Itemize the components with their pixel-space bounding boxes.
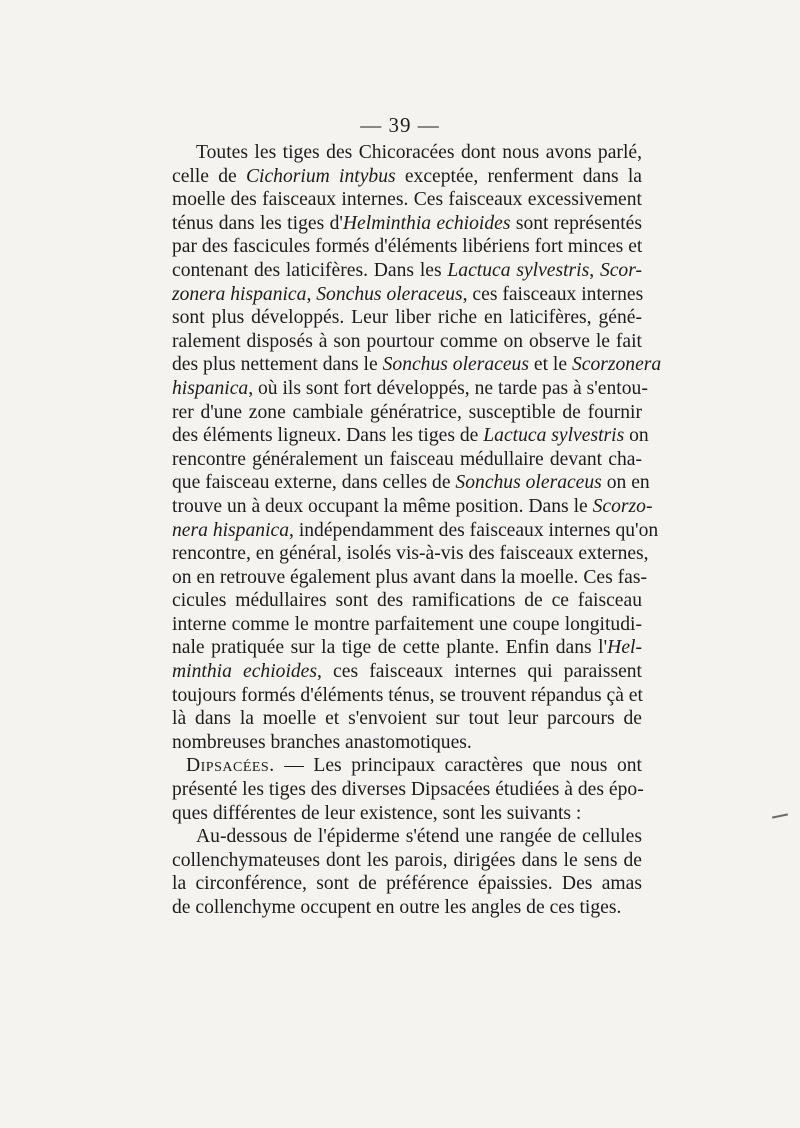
- text-line: nera hispanica, indépendamment des faisceaux internes qu'on: [172, 519, 659, 541]
- text-line: sont plus développés. Leur liber riche en laticifères, géné-: [172, 307, 642, 329]
- italic-term: Lactuca sylvestris: [483, 425, 625, 447]
- text-line: que faisceau externe, dans celles de Sonchus oleraceus on en: [172, 472, 650, 494]
- text-line: collenchymateuses dont les parois, dirigées dans le sens de: [172, 849, 642, 871]
- text-line: nale pratiquée sur la tige de cette plante. Enfin dans l'Hel-: [172, 637, 642, 659]
- text-line: la circonférence, sont de préférence épaissies. Des amas: [172, 873, 642, 895]
- italic-term: Sonchus oleraceus: [455, 472, 602, 494]
- text-line: rer d'une zone cambiale génératrice, susceptible de fournir: [172, 401, 642, 423]
- text-line: hispanica, où ils sont fort développés, ne tarde pas à s'entou-: [172, 377, 648, 399]
- text-line: Toutes les tiges des Chicoracées dont nous avons parlé,: [196, 142, 642, 163]
- text-line: celle de Cichorium intybus exceptée, renferment dans la: [172, 165, 642, 187]
- italic-term: Sonchus oleraceus: [382, 354, 529, 376]
- text-line: moelle des faisceaux internes. Ces faisceaux excessivement: [172, 189, 642, 211]
- text-line: Au-dessous de l'épiderme s'étend une rangée de cellules: [196, 826, 642, 848]
- italic-term: minthia echioides: [172, 661, 318, 683]
- italic-term: Hel-: [607, 637, 642, 659]
- text-line: minthia echioides, ces faisceaux internes qui paraissent: [172, 661, 643, 683]
- section-heading: Dipsacées.: [186, 755, 275, 777]
- italic-term: Lactuca sylvestris: [447, 259, 590, 281]
- text-line: là dans la moelle et s'envoient sur tout leur parcours de: [172, 708, 642, 730]
- text-line: trouve un à deux occupant la même position. Dans le Scorzo-: [172, 495, 653, 517]
- text-line: présenté les tiges des diverses Dipsacées étudiées à des épo-: [172, 779, 644, 801]
- text-line: Dipsacées. — Les principaux caractères que nous ont: [186, 755, 642, 777]
- italic-term: Cichorium intybus: [245, 165, 396, 187]
- italic-term: nera hispanica: [172, 519, 290, 541]
- text-line: ques différentes de leur existence, sont les suivants :: [172, 802, 582, 824]
- italic-term: Helminthia echioides: [342, 212, 511, 234]
- text-line: cicules médullaires sont des ramifications de ce faisceau: [172, 590, 642, 612]
- text-line: contenant des laticifères. Dans les Lactuca sylvestris, Scor-: [172, 259, 642, 281]
- body-text: [172, 141, 662, 920]
- text-line: de collenchyme occupent en outre les angles de ces tiges.: [172, 897, 622, 918]
- text-line: des plus nettement dans le Sonchus oleraceus et le Scorzonera: [172, 354, 662, 376]
- margin-mark: [772, 813, 788, 818]
- italic-term: Scorzo-: [592, 495, 653, 517]
- text-line: on en retrouve également plus avant dans la moelle. Ces fas-: [172, 566, 647, 588]
- italic-term: hispanica: [172, 377, 249, 399]
- italic-term: Scorzonera: [571, 354, 662, 376]
- italic-term: Scor-: [599, 259, 642, 281]
- text-line: ténus dans les tiges d'Helminthia echioides sont représentés: [172, 212, 643, 234]
- text-line: zonera hispanica, Sonchus oleraceus, ces faisceaux internes: [172, 283, 644, 305]
- text-line: rencontre généralement un faisceau médullaire devant cha-: [172, 448, 642, 470]
- text-line: toujours formés d'éléments ténus, se trouvent répandus çà et: [172, 684, 643, 706]
- page-number: — 39 —: [360, 113, 440, 137]
- text-line: ralement disposés à son pourtour comme on observe le fait: [172, 330, 642, 352]
- text-line: rencontre, en général, isolés vis-à-vis des faisceaux externes,: [172, 543, 649, 565]
- text-line: par des fascicules formés d'éléments libériens fort minces et: [172, 236, 643, 258]
- text-line: interne comme le montre parfaitement une coupe longitudi-: [172, 613, 642, 635]
- italic-term: zonera hispanica: [172, 283, 307, 305]
- text-line: des éléments ligneux. Dans les tiges de Lactuca sylvestris on: [172, 425, 649, 447]
- italic-term: Sonchus oleraceus: [316, 283, 463, 305]
- text-line: nombreuses branches anastomotiques.: [172, 731, 472, 753]
